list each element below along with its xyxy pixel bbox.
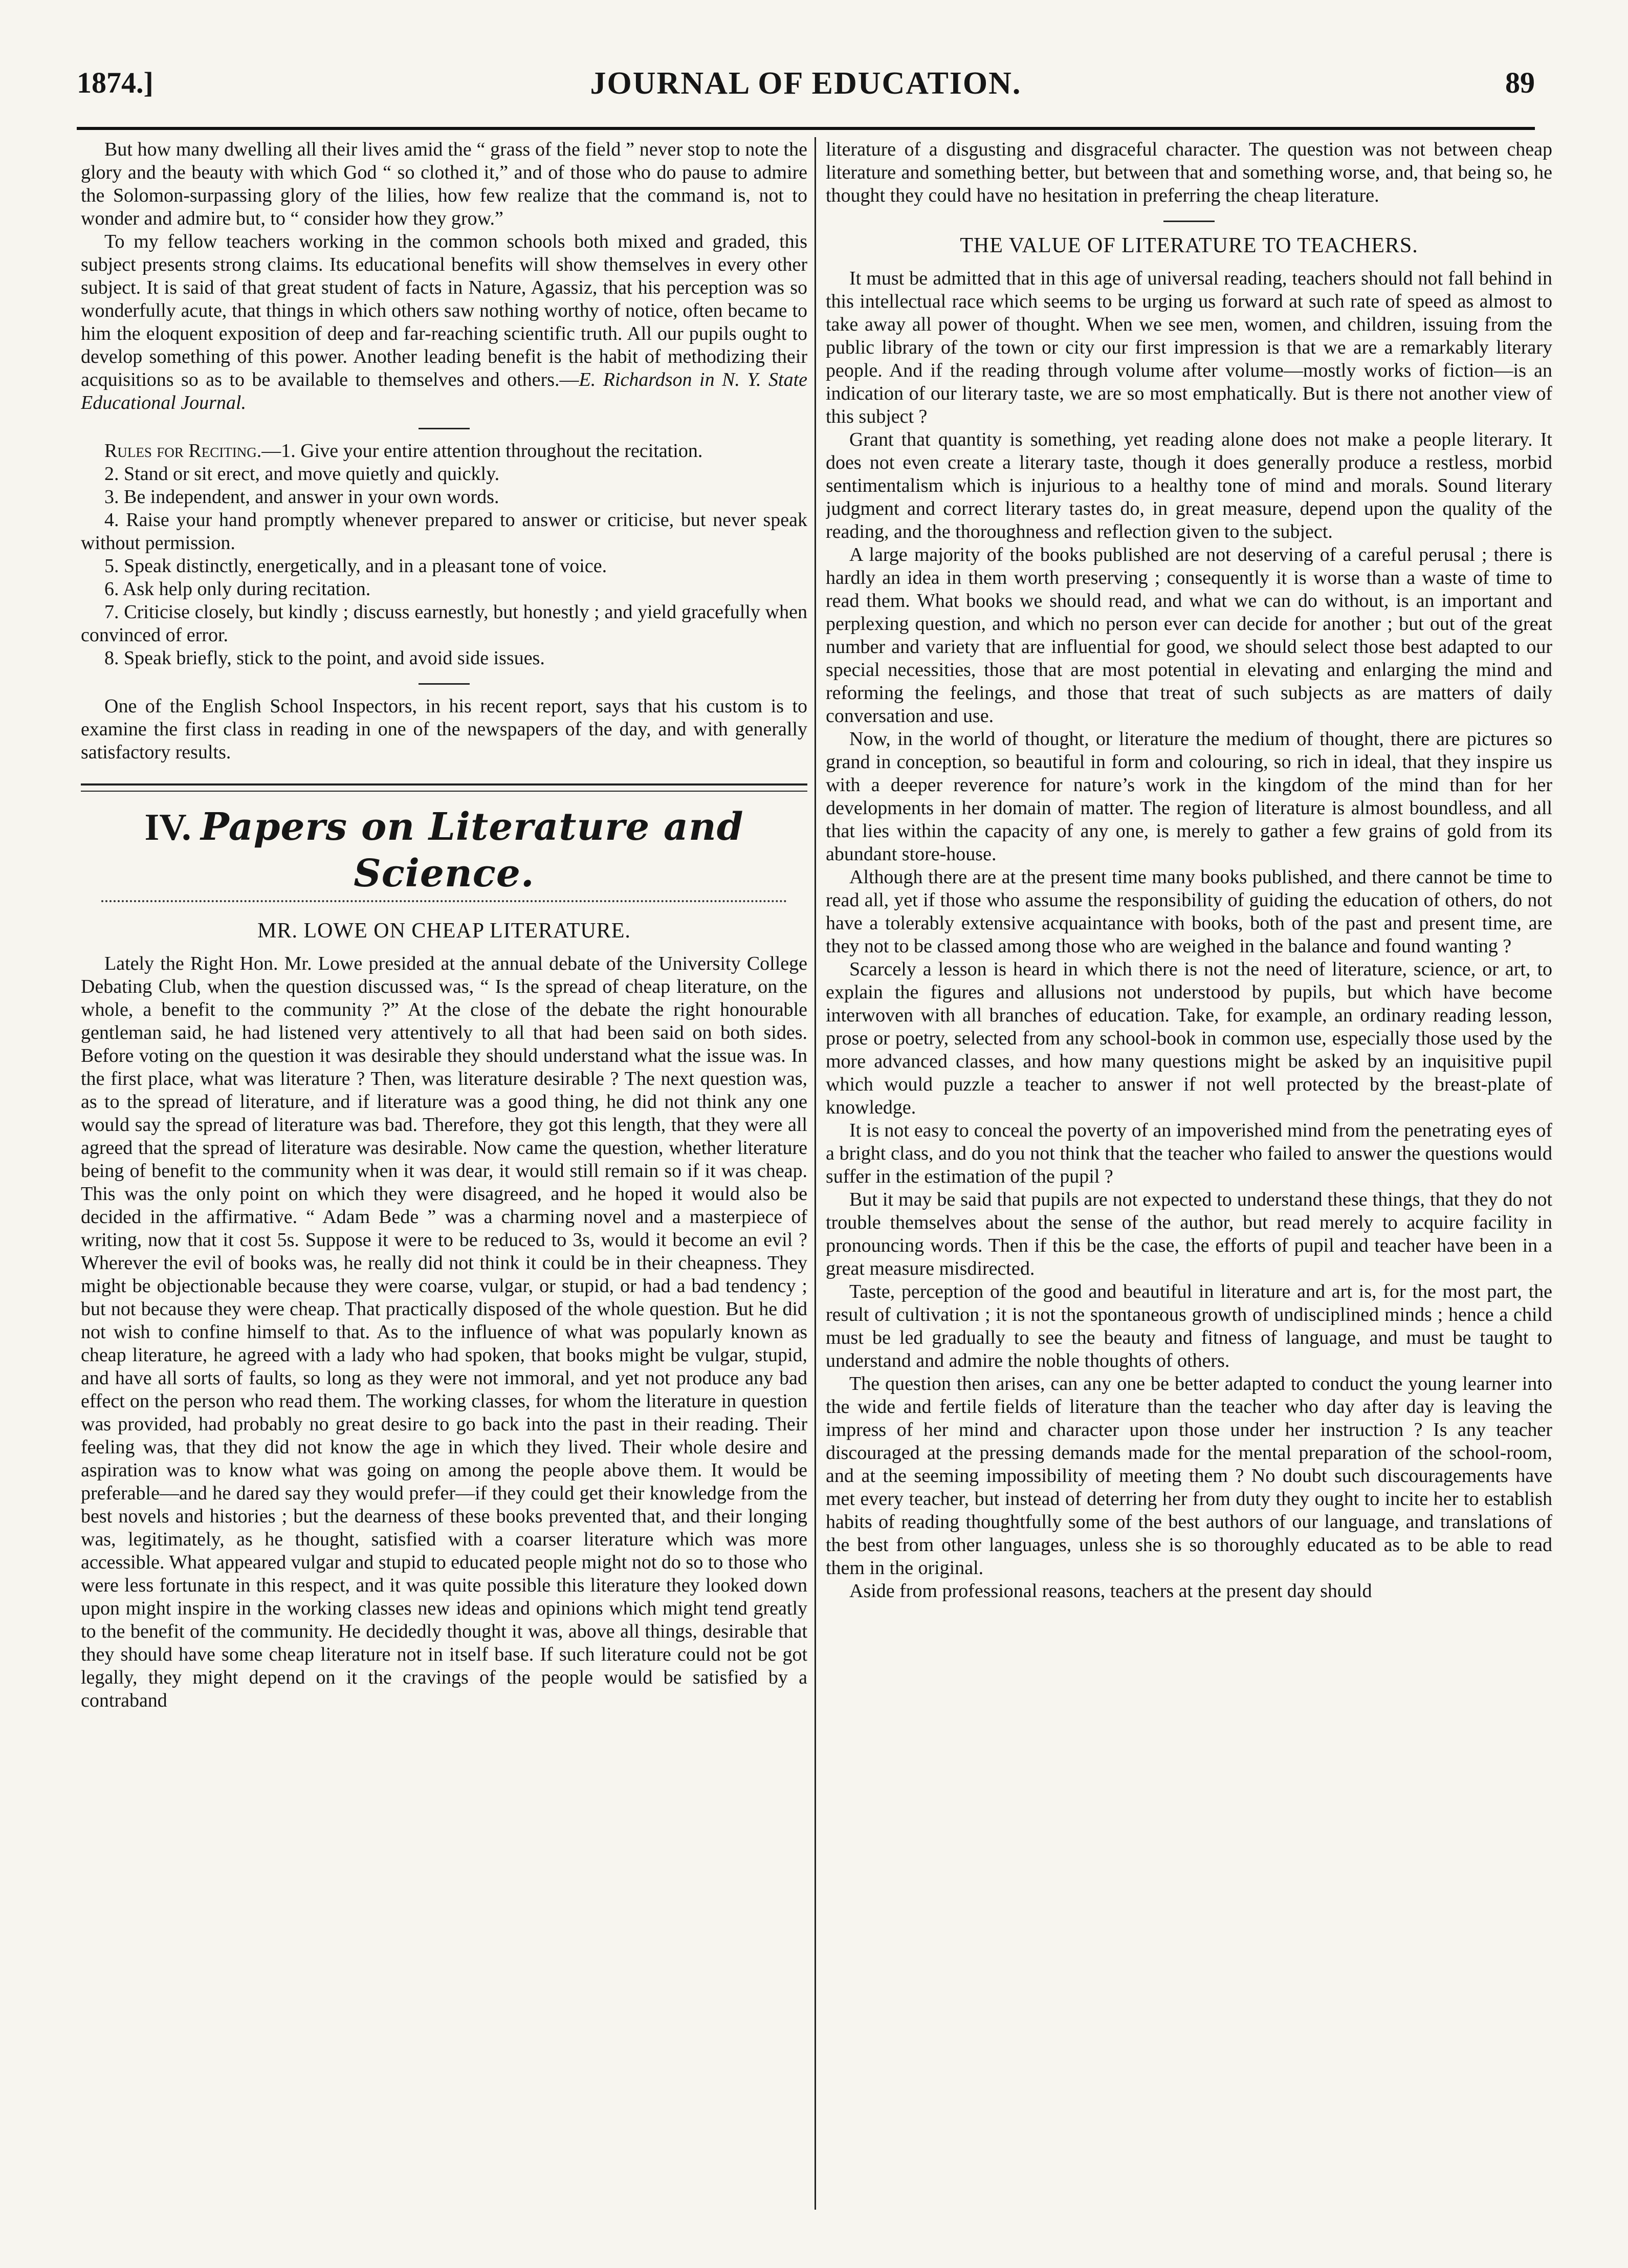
- article-body-cheap-literature: Lately the Right Hon. Mr. Lowe presided at the annual debate of the University College Debating Club, when the question discussed was, “ Is the spread of cheap literature, on the whole, a benefit to the community ?” At the close of the debate the right honourable gentleman said, he had listened very attentively to all that had been said on both sides. Before voting on the question it was desirable they should understand what the issue was. In the first place, what was literature ? Then, was literature desirable ? The next question was, as to the spread of literature, and if literature was a good thing, he did not think any one would say the spread of literature was bad. Therefore, they got this length, that they were all agreed that the spread of literature was desirable. Now came the question, whether literature being of benefit to the community when it was dear, it would still remain so if it was cheap. This was the only point on which they were disagreed, and he hoped it would also be decided in the affirmative. “ Adam Bede ” was a charming novel and a masterpiece of writing, now that it cost 5s. Suppose it were to be reduced to 3s, would it become an evil ? Wherever the evil of books was, he really did not think it could be in their cheapness. They might be objectionable because they were coarse, vulgar, or stupid, or had a bad tendency ; but not because they were cheap. That practically disposed of the whole question. But he did not wish to confine himself to that. As to the influence of what was popularly known as cheap literature, he agreed with a lady who had spoken, that books might be vulgar, stupid, and have all sorts of faults, so long as they were not immoral, and yet not produce any bad effect on the person who read them. The working classes, for whom the literature in question was provided, had probably no great desire to go back into the past in their reading. Their feeling was, that they did not know the age in which they lived. Their whole desire and aspiration was to know what was going on among the people above them. It would be preferable—and he dared say they would prefer—if they could get their knowledge from the best novels and histories ; but the dearness of these books prevented that, and their longing was, legitimately, as he thought, satisfied with a coarser literature which was more accessible. What appeared vulgar and stupid to educated people might not do so to those who were less fortunate in this respect, and it was quite possible this literature they looked down upon might inspire in the working classes new ideas and opinions which might tend greatly to the benefit of the community. He decidedly thought it was, above all things, desirable that they should have some cheap literature not in itself base. If such literature could not be got legally, they might depend on it the cravings of the people would be satisfied by a contraband: [81, 953, 807, 1711]
- rule-item: 7. Criticise closely, but kindly ; discuss earnestly, but honestly ; and yield gracefully when convinced of error.: [81, 601, 807, 646]
- paragraph: Although there are at the present time many books published, and there cannot be time to read all, yet if those who assume the responsibility of guiding the education of others, do not have a tolerably extensive acquaintance with books, both of the past and present time, are they not to be classed among those who are weighed in the balance and found wanting ?: [826, 866, 1552, 957]
- running-head: [77, 60, 1535, 117]
- paragraph: Now, in the world of thought, or literature the medium of thought, there are pictures so grand in conception, so beautiful in form and colouring, so rich in ideal, that they inspire us with a deeper reverence for nature’s work in the kingdom of the mind than for her developments in her domain of matter. The region of literature is almost boundless, and all that lies within the capacity of any one, is merely to gather a few grains of gold from its abundant store-house.: [826, 728, 1552, 865]
- rule-item: 2. Stand or sit erect, and move quietly and quickly.: [104, 463, 500, 485]
- paragraph: A large majority of the books published are not deserving of a careful perusal ; there is hardly an idea in them worth preserving ; consequently it is worse than a waste of time to read them. What books we should read, and what we can do without, is an important and perplexing question, and which no person ever can decide for another ; but out of the great number and variety that are influential for good, we should select those best adapted to our special necessities, those that are most potential in elevating and enlarging the mind and reforming the feelings, and those that treat of such subjects as are matters of daily conversation and use.: [826, 544, 1552, 727]
- rule-item: 6. Ask help only during recitation.: [104, 578, 371, 600]
- paragraph: Grant that quantity is something, yet reading alone does not make a people literary. It does not even create a literary taste, though it does generally produce a restless, morbid sentimentalism which is injurious to a healthy tone of mind and morals. Sound literary judgment and correct literary tastes do, in great measure, depend upon the quality of the reading, and the thoroughness and reflection given to the subject.: [826, 429, 1552, 542]
- rule-item: —1. Give your entire attention throughout the recitation.: [261, 440, 703, 462]
- section-rule: [1163, 221, 1215, 222]
- left-column: [81, 138, 807, 2216]
- section-heading: [81, 804, 807, 897]
- column-divider: [815, 137, 816, 2210]
- section-title: Papers on Literature and Science.: [201, 805, 744, 896]
- rules-first: [81, 440, 807, 463]
- volume-year: 1874.]: [77, 66, 153, 99]
- rule-item: 8. Speak briefly, stick to the point, and avoid side issues.: [104, 647, 545, 669]
- rules-lead: Rules for Reciting.: [104, 440, 262, 462]
- right-column: [826, 138, 1552, 2216]
- article-title-cheap-literature: MR. LOWE ON CHEAP LITERATURE.: [257, 919, 631, 943]
- paragraph: Scarcely a lesson is heard in which there is not the need of literature, science, or art, to explain the figures and allusions not understood by pupils, but which have become interwoven with all branches of education. Take, for example, an ordinary reading lesson, prose or poetry, selected from any school-book in common use, especially those used by the more advanced classes, and how many questions might be asked by an inquisitive pupil which would puzzle a teacher to answer if not well protected by the breast-plate of knowledge.: [826, 958, 1552, 1118]
- page-number: 89: [1505, 66, 1535, 99]
- double-rule-top: [81, 783, 807, 786]
- section-numeral: IV.: [144, 806, 191, 848]
- rule-item: 3. Be independent, and answer in your own words.: [104, 486, 499, 508]
- paragraph: It must be admitted that in this age of universal reading, teachers should not fall behind in this intellectual race which seems to be urging us forward at such rate of speed as almost to take away all power of thought. When we see men, women, and children, issuing from the public library of the town or city our first impression is that we are a remarkably literary people. And if the reading through volume after volume—mostly works of fiction—is an indication of our literary taste, we are so most emphatically. But is there not another view of this subject ?: [826, 268, 1552, 427]
- paragraph-school-inspectors: One of the English School Inspectors, in his recent report, says that his custom is to examine the first class in reading in one of the newspapers of the day, and with generally satisfactory results.: [81, 695, 807, 763]
- paragraph: The question then arises, can any one be better adapted to conduct the young learner into the wide and fertile fields of literature than the teacher who day after day is leaving the impress of her mind and character upon those under her instruction ? Is any teacher discouraged at the pressing demands made for the mental preparation of the school-room, and at the seeming impossibility of meeting them ? No doubt such discouragements have met every teacher, but instead of deterring her from duty they ought to incite her to establish habits of reading thoughtfully some of the best authors of our language, and translations of the best from other languages, unless she is so thoroughly educated as to be able to read them in the original.: [826, 1373, 1552, 1579]
- paragraph-grass-of-field: But how many dwelling all their lives amid the “ grass of the field ” never stop to note the glory and the beauty with which God “ so clothed it,” and of those who do pause to admire the Solomon-surpassing glory of the lilies, how few realize that the command is, not to wonder and admire but, to “ consider how they grow.”: [81, 139, 807, 229]
- header-rule: [77, 127, 1535, 130]
- attribution: E. Richardson in N. Y. State Educational Journal.: [81, 369, 807, 413]
- double-rule-bottom: [81, 791, 807, 792]
- paragraph-text: To my fellow teachers working in the common schools both mixed and graded, this subject presents strong claims. Its educational benefits will show themselves in every other subject. It is said of that great student of facts in Nature, Agassiz, that his perception was so wonderfully acute, that things in which others saw nothing worthy of notice, often became to him the eloquent exposition of deep and far-reaching scientific truth. All our pupils ought to develop something of this power. Another leading benefit is the habit of methodizing their acquisitions so as to be available to themselves and others.—: [81, 231, 807, 390]
- section-rule: [419, 428, 470, 429]
- article-title-value-of-literature: THE VALUE OF LITERATURE TO TEACHERS.: [960, 234, 1418, 257]
- paragraph: Aside from professional reasons, teachers at the present day should: [849, 1580, 1372, 1602]
- rules-for-reciting: [81, 440, 807, 670]
- paragraph: Taste, perception of the good and beautiful in literature and art is, for the most part, the result of cultivation ; it is not the spontaneous growth of undisciplined minds ; hence a child must be led gradually to see the beauty and fitness of language, and must be taught to understand and admire the noble thoughts of others.: [826, 1281, 1552, 1371]
- journal-title: JOURNAL OF EDUCATION.: [590, 66, 1022, 101]
- ornamental-rule: [101, 900, 787, 907]
- rule-item: 5. Speak distinctly, energetically, and in a pleasant tone of voice.: [104, 555, 607, 577]
- paragraph-fellow-teachers: [81, 230, 807, 415]
- article-continuation: literature of a disgusting and disgraceful character. The question was not between cheap literature and something better, but between that and something worse, and, that being so, he thought they could have no hesitation in preferring the cheap literature.: [826, 139, 1552, 206]
- section-rule: [419, 683, 470, 685]
- paragraph: But it may be said that pupils are not expected to understand these things, that they do not trouble themselves about the sense of the author, but read merely to acquire facility in pronouncing words. Then if this be the case, the efforts of pupil and teacher have been in a great measure misdirected.: [826, 1189, 1552, 1279]
- paragraph: It is not easy to conceal the poverty of an impoverished mind from the penetrating eyes of a bright class, and do you not think that the teacher who failed to answer the questions would suffer in the estimation of the pupil ?: [826, 1120, 1552, 1187]
- rule-item: 4. Raise your hand promptly whenever prepared to answer or criticise, but never speak without permission.: [81, 509, 807, 554]
